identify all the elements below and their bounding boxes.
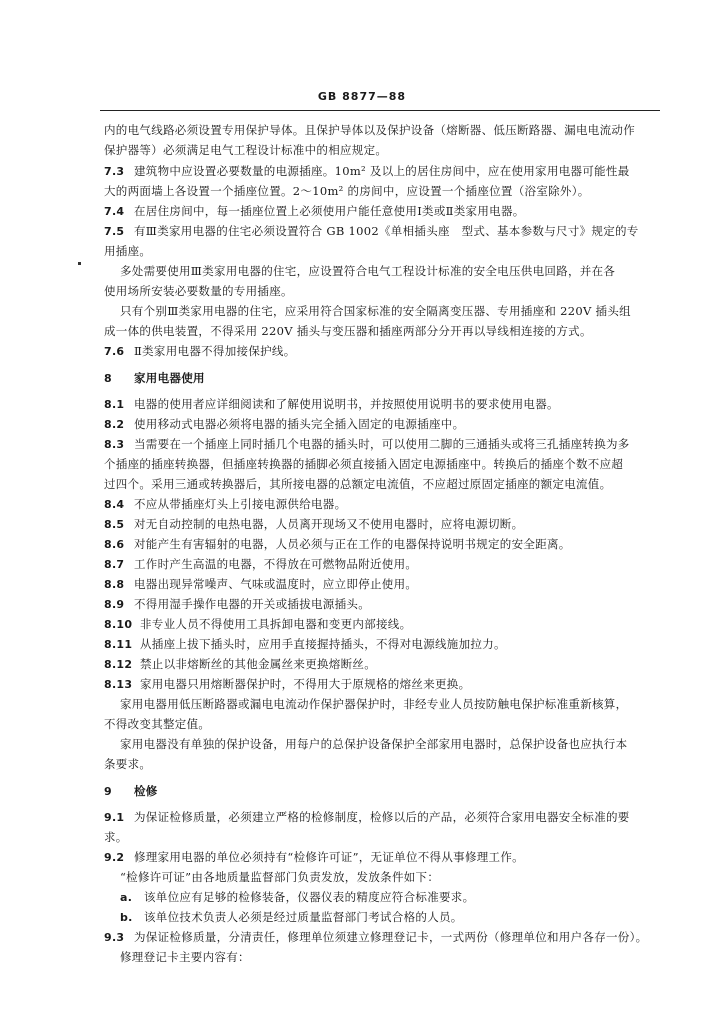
- text-line: [120, 303, 631, 319]
- clause-text: 保护器等）必须满足电气工程设计标准中的相应规定。: [104, 143, 388, 157]
- clause-line: [104, 596, 370, 613]
- clause-text: 不得改变其整定值。: [104, 717, 211, 731]
- text-line: [104, 142, 387, 158]
- clause-line: [104, 203, 525, 220]
- text-line: [104, 716, 210, 732]
- text-line: [104, 456, 623, 472]
- clause-number: 7.3: [104, 165, 125, 178]
- clause-line: [104, 516, 523, 533]
- clause-line: [104, 223, 639, 240]
- clause-number: 7.4: [104, 205, 125, 218]
- clause-text: 家用电器用低压断路器或漏电电流动作保护器保护时，非经专业人员按防触电保护标准重新核算，: [120, 697, 628, 711]
- clause-line: [104, 163, 630, 180]
- clause-line: [104, 676, 470, 693]
- clause-text: “检修许可证”由各地质量监督部门负责发放，发放条件如下：: [120, 870, 440, 884]
- text-line: [120, 263, 615, 279]
- text-line: [120, 696, 627, 712]
- clause-text: 使用移动式电器必须将电器的插头完全插入固定的电源插座中。: [134, 417, 465, 431]
- clause-line: [104, 849, 524, 866]
- clause-line: [104, 656, 376, 673]
- clause-number: 8.3: [104, 438, 125, 451]
- clause-number: 9: [104, 785, 112, 798]
- clause-number: b.: [120, 911, 133, 924]
- clause-number: 8.5: [104, 518, 125, 531]
- text-line: [120, 949, 250, 965]
- clause-text: 为保证检修质量，分清责任，修理单位须建立修理登记卡，一式两份（修理单位和用户各存一份）。: [134, 930, 648, 944]
- clause-number: 8: [104, 372, 112, 385]
- clause-number: 9.3: [104, 931, 125, 944]
- text-line: [104, 829, 128, 845]
- clause-text: 为保证检修质量，必须建立严格的检修制度，检修以后的产品，必须符合家用电器安全标准的要: [134, 810, 630, 824]
- section-heading: 检修: [134, 784, 158, 798]
- clause-text: 内的电气线路必须设置专用保护导体。且保护导体以及保护设备（熔断器、低压断路器、漏电电流动作: [104, 123, 635, 137]
- section-heading: 家用电器使用: [134, 371, 205, 385]
- clause-number: 8.2: [104, 418, 125, 431]
- clause-text: 家用电器没有单独的保护设备，用每户的总保护设备保护全部家用电器时，总保护设备也应执行本: [120, 737, 628, 751]
- clause-text: 修理登记卡主要内容有：: [120, 950, 250, 964]
- clause-text: 成一体的供电装置，不得采用 220V 插头与变压器和插座两部分分开再以导线相连接的方式。: [104, 324, 592, 338]
- text-line: [104, 243, 151, 259]
- text-line: [104, 183, 590, 199]
- clause-text: 使用场所安装必要数量的专用插座。: [104, 284, 293, 298]
- clause-number: a.: [120, 891, 133, 904]
- margin-mark: [78, 262, 81, 265]
- clause-number: 8.1: [104, 398, 125, 411]
- text-line: [104, 756, 151, 772]
- clause-line: [104, 929, 647, 946]
- clause-line: [104, 576, 417, 593]
- clause-text: 禁止以非熔断丝的其他金属丝来更换熔断丝。: [140, 657, 376, 671]
- clause-number: 9.1: [104, 811, 125, 824]
- clause-number: 8.11: [104, 638, 133, 651]
- clause-text: 该单位技术负责人必须是经过质量监督部门考试合格的人员。: [144, 910, 463, 924]
- clause-text: 电器的使用者应详细阅读和了解使用说明书，并按照使用说明书的要求使用电器。: [134, 397, 559, 411]
- clause-text: 条要求。: [104, 757, 152, 771]
- clause-number: 9.2: [104, 851, 125, 864]
- clause-text: 非专业人员不得使用工具拆卸电器和变更内部接线。: [140, 617, 412, 631]
- clause-text: Ⅱ类家用电器不得加接保护线。: [134, 344, 296, 358]
- clause-text: 个插座的插座转换器，但插座转换器的插脚必须直接插入固定电源插座中。转换后的插座个数不应超: [104, 457, 624, 471]
- clause-text: 大的两面墙上各设置一个插座位置。2～10m² 的房间中，应设置一个插座位置（浴室除外）。: [104, 184, 590, 198]
- clause-line: [120, 909, 463, 926]
- text-line: [104, 323, 592, 339]
- clause-line: [104, 616, 411, 633]
- clause-text: 求。: [104, 830, 128, 844]
- clause-number: 7.6: [104, 345, 125, 358]
- clause-text: 有Ⅲ类家用电器的住宅必须设置符合 GB 1002《单相插头座 型式、基本参数与尺寸》规定的专: [134, 224, 639, 238]
- clause-text: 只有个别Ⅲ类家用电器的住宅，应采用符合国家标准的安全隔离变压器、专用插座和 220V 插头组: [120, 304, 631, 318]
- text-line: [120, 736, 627, 752]
- clause-line: [104, 416, 464, 433]
- clause-number: 8.4: [104, 498, 125, 511]
- text-line: [104, 283, 293, 299]
- clause-number: 8.9: [104, 598, 125, 611]
- clause-text: 不得用湿手操作电器的开关或插拔电源插头。: [134, 597, 370, 611]
- text-line: [104, 122, 635, 138]
- clause-line: [120, 889, 474, 906]
- header-rule: [100, 110, 660, 111]
- clause-line: [104, 783, 158, 800]
- clause-text: 该单位应有足够的检修装备，仪器仪表的精度应符合标准要求。: [144, 890, 475, 904]
- clause-text: 在居住房间中，每一插座位置上必须使用户能任意使用Ⅰ类或Ⅱ类家用电器。: [134, 204, 525, 218]
- clause-line: [104, 343, 296, 360]
- clause-text: 从插座上拔下插头时，应用手直接握持插头，不得对电源线施加拉力。: [140, 637, 506, 651]
- clause-number: 8.10: [104, 618, 133, 631]
- clause-line: [104, 370, 205, 387]
- clause-text: 对无自动控制的电热电器，人员离开现场又不使用电器时，应将电源切断。: [134, 517, 524, 531]
- clause-text: 用插座。: [104, 244, 152, 258]
- clause-number: 8.6: [104, 538, 125, 551]
- clause-text: 修理家用电器的单位必须持有“检修许可证”，无证单位不得从事修理工作。: [134, 850, 524, 864]
- page-header: GB 8877—88: [317, 90, 407, 103]
- clause-line: [104, 396, 559, 413]
- clause-text: 建筑物中应设置必要数量的电源插座。10m² 及以上的居住房间中，应在使用家用电器可能性最: [134, 164, 630, 178]
- clause-line: [104, 809, 630, 826]
- text-line: [120, 869, 439, 885]
- text-line: [104, 476, 611, 492]
- clause-text: 当需要在一个插座上同时插几个电器的插头时，可以使用二脚的三通插头或将三孔插座转换为多: [134, 437, 630, 451]
- clause-number: 8.13: [104, 678, 133, 691]
- clause-text: 过四个。采用三通或转换器后，其所接电器的总额定电流值，不应超过原固定插座的额定电流值。: [104, 477, 612, 491]
- clause-number: 7.5: [104, 225, 125, 238]
- clause-line: [104, 436, 630, 453]
- clause-number: 8.7: [104, 558, 125, 571]
- clause-text: 多处需要使用Ⅲ类家用电器的住宅，应设置符合电气工程设计标准的安全电压供电回路，并在各: [120, 264, 616, 278]
- clause-text: 不应从带插座灯头上引接电源供给电器。: [134, 497, 347, 511]
- clause-text: 对能产生有害辐射的电器，人员必须与正在工作的电器保持说明书规定的安全距离。: [134, 537, 571, 551]
- clause-line: [104, 556, 417, 573]
- clause-number: 8.8: [104, 578, 125, 591]
- clause-text: 工作时产生高温的电器，不得放在可燃物品附近使用。: [134, 557, 418, 571]
- clause-line: [104, 636, 506, 653]
- clause-text: 电器出现异常噪声、气味或温度时，应立即停止使用。: [134, 577, 418, 591]
- clause-line: [104, 536, 571, 553]
- clause-text: 家用电器只用熔断器保护时，不得用大于原规格的熔丝来更换。: [140, 677, 471, 691]
- clause-number: 8.12: [104, 658, 133, 671]
- clause-line: [104, 496, 346, 513]
